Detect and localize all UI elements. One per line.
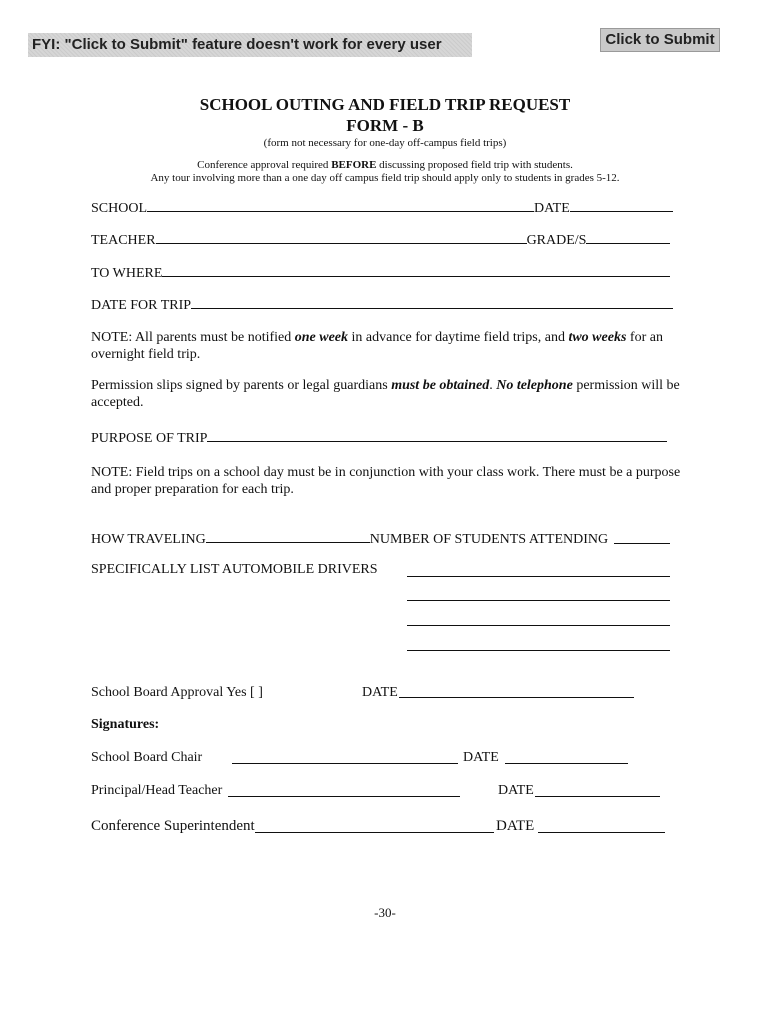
click-to-submit-button[interactable]: Click to Submit <box>600 28 720 52</box>
date-for-trip-row <box>91 295 673 314</box>
how-traveling-field[interactable] <box>206 529 370 543</box>
superintendent-date-field[interactable] <box>538 832 665 833</box>
school-date-label: DATE <box>534 201 570 216</box>
num-students-field[interactable] <box>614 543 670 544</box>
purpose-row <box>91 428 667 447</box>
driver-field-2[interactable] <box>407 600 670 601</box>
to-where-field[interactable] <box>162 263 670 277</box>
page-number: -30- <box>374 905 396 920</box>
superintendent-signature-field[interactable] <box>255 832 494 833</box>
chair-date-label: DATE <box>463 750 499 765</box>
driver-field-4[interactable] <box>407 650 670 651</box>
superintendent-date-label: DATE <box>496 818 535 834</box>
signatures-heading: Signatures: <box>91 717 160 732</box>
school-field[interactable] <box>147 198 534 212</box>
fyi-banner: FYI: "Click to Submit" feature doesn't work for every user <box>28 33 472 57</box>
grade-label: GRADE/S <box>526 233 587 248</box>
teacher-row <box>91 230 670 249</box>
date-for-trip-field[interactable] <box>191 295 673 309</box>
chair-signature-field[interactable] <box>232 763 458 764</box>
board-date-field[interactable] <box>399 697 634 698</box>
purpose-label: PURPOSE OF TRIP <box>91 431 208 446</box>
to-where-label: TO WHERE <box>91 266 163 281</box>
grade-field[interactable] <box>586 230 670 244</box>
purpose-field[interactable] <box>207 428 667 442</box>
form-note: (form not necessary for one-day off-campus field trips) <box>263 137 507 149</box>
school-date-field[interactable] <box>570 198 673 212</box>
teacher-field[interactable] <box>156 230 527 244</box>
note-permission: Permission slips signed by parents or legal guardians must be obtained. No telephone permission will be accepted. <box>91 378 680 410</box>
teacher-label: TEACHER <box>91 233 156 248</box>
to-where-row <box>91 263 670 282</box>
principal-label: Principal/Head Teacher <box>91 783 223 798</box>
driver-field-1[interactable] <box>407 576 670 577</box>
how-traveling-label: HOW TRAVELING <box>91 532 206 547</box>
num-students-label: NUMBER OF STUDENTS ATTENDING <box>369 532 609 547</box>
note-parents: NOTE: All parents must be notified one week in advance for daytime field trips, and two weeks for an overnight field trip. <box>91 330 663 362</box>
tour-note: Any tour involving more than a one day off campus field trip should apply only to students in grades 5-12. <box>150 172 620 184</box>
approval-note: Conference approval required BEFORE discussing proposed field trip with students. <box>197 159 573 171</box>
chair-date-field[interactable] <box>505 763 628 764</box>
drivers-label: SPECIFICALLY LIST AUTOMOBILE DRIVERS <box>91 562 378 577</box>
form-subtitle: FORM - B <box>346 116 424 135</box>
school-label: SCHOOL <box>91 201 148 216</box>
principal-date-label: DATE <box>498 783 534 798</box>
principal-date-field[interactable] <box>535 796 660 797</box>
date-for-trip-label: DATE FOR TRIP <box>91 298 192 313</box>
chair-label: School Board Chair <box>91 750 203 765</box>
board-approval-label: School Board Approval Yes [ ] <box>91 685 263 700</box>
school-row <box>91 198 673 217</box>
note-class-work: NOTE: Field trips on a school day must be in conjunction with your class work. There must be a purpose and proper preparation for each trip. <box>91 465 681 497</box>
driver-field-3[interactable] <box>407 625 670 626</box>
travel-row <box>91 529 608 548</box>
principal-signature-field[interactable] <box>228 796 460 797</box>
board-date-label: DATE <box>362 685 398 700</box>
form-title: SCHOOL OUTING AND FIELD TRIP REQUEST <box>199 95 571 114</box>
superintendent-label: Conference Superintendent <box>91 818 255 834</box>
